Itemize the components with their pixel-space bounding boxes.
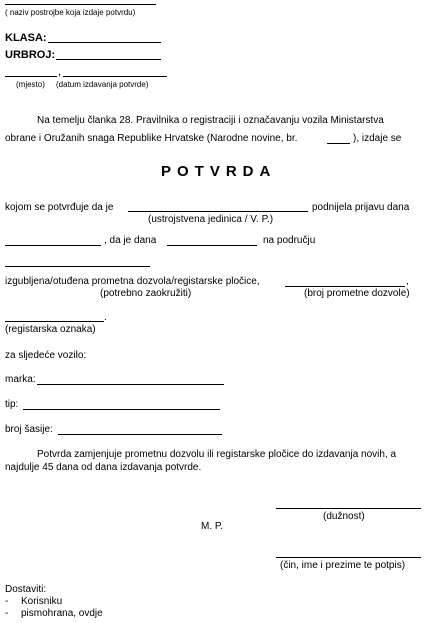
klasa-field-line[interactable] xyxy=(48,42,161,43)
name-field-line[interactable] xyxy=(5,245,101,246)
delivery-item-korisniku: Korisniku xyxy=(21,596,63,607)
replacement-line-2: najdulje 45 dana od dana izdavanja potvrde. xyxy=(5,462,202,473)
permit-number-caption: (broj prometne dozvole) xyxy=(304,288,410,299)
intro-line-2a: obrane i Oružanih snaga Republike Hrvatske (Narodne novine, br. xyxy=(5,133,298,144)
stamp-label: M. P. xyxy=(201,521,224,532)
gazette-number-line[interactable] xyxy=(327,143,350,144)
unit-field-line[interactable] xyxy=(128,211,308,212)
vehicle-intro: za sljedeće vozilo: xyxy=(5,350,87,361)
chassis-label: broj šasije: xyxy=(5,424,53,435)
lost-text: izgubljena/otuđena prometna dozvola/registarske pločice, xyxy=(5,276,260,287)
signature-caption: (čin, ime i prezime te potpis) xyxy=(280,560,406,571)
circle-caption: (potrebno zaokružiti) xyxy=(100,288,192,299)
urbroj-label: URBROJ: xyxy=(5,49,56,61)
duty-caption: (dužnost) xyxy=(323,511,365,522)
type-label: tip: xyxy=(5,399,19,410)
delivery-bullet: - xyxy=(5,596,9,607)
make-label: marka: xyxy=(5,374,36,385)
type-field-line[interactable] xyxy=(23,409,220,410)
plate-caption: (registarska oznaka) xyxy=(5,324,96,335)
delivery-title: Dostaviti: xyxy=(5,584,47,595)
issuer-caption: ( naziv postrojbe koja izdaje potvrdu) xyxy=(5,8,136,17)
unit-caption: (ustrojstvena jedinica / V. P.) xyxy=(148,214,274,225)
signature-field-line[interactable] xyxy=(276,557,421,558)
delivery-bullet: - xyxy=(5,608,9,619)
plate-field-line[interactable] xyxy=(5,321,104,322)
body-line-2a: , da je dana xyxy=(104,235,157,246)
intro-line-2b: ), izdaje se xyxy=(353,133,402,144)
body-line-1a: kojom se potvrđuje da je xyxy=(5,202,114,213)
issuer-field-line[interactable] xyxy=(5,4,156,5)
body-line-1b: podnijela prijavu dana xyxy=(312,202,410,213)
date-caption: (datum izdavanja potvrde) xyxy=(56,80,149,89)
duty-field-line[interactable] xyxy=(276,508,421,509)
body-line-2b: na području xyxy=(263,235,316,246)
date-loss-field-line[interactable] xyxy=(167,245,257,246)
make-field-line[interactable] xyxy=(37,384,224,385)
document-title: POTVRDA xyxy=(161,163,277,180)
plate-period: . xyxy=(104,312,107,323)
delivery-item-archive: pismohrana, ovdje xyxy=(21,608,103,619)
intro-line-1: Na temelju članka 28. Pravilnika o registraciji i označavanju vozila Ministarstva xyxy=(37,115,384,126)
permit-number-field-line[interactable] xyxy=(285,286,405,287)
place-date-separator: , xyxy=(58,66,62,78)
replacement-line-1: Potvrda zamjenjuje prometnu dozvolu ili registarske pločice do izdavanja novih, a xyxy=(37,449,397,460)
chassis-field-line[interactable] xyxy=(58,434,222,435)
klasa-label: KLASA: xyxy=(5,32,47,44)
date-field-line[interactable] xyxy=(63,76,167,77)
lost-comma: , xyxy=(406,276,409,287)
place-field-line[interactable] xyxy=(5,76,57,77)
place-caption: (mjesto) xyxy=(16,80,45,89)
urbroj-field-line[interactable] xyxy=(56,59,161,60)
area-field-line[interactable] xyxy=(5,266,150,267)
